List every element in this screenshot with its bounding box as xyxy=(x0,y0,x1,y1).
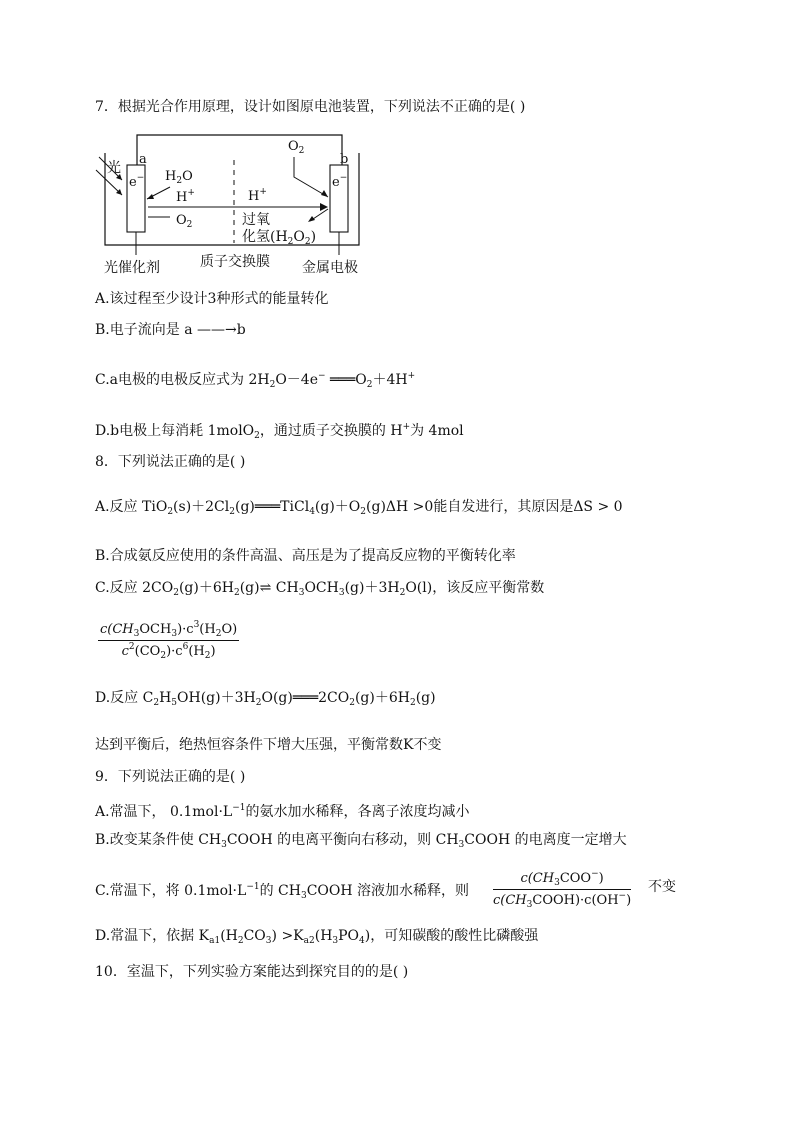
light-label: 光 xyxy=(107,160,121,176)
q7-option-a: A.该过程至少设计3种形式的能量转化 xyxy=(95,291,329,307)
peroxide-label-2: 化氢$(H_2O_2)$ xyxy=(242,229,317,247)
q10-stem: 10．室温下，下列实验方案能达到探究目的的是( ) xyxy=(95,964,409,980)
electrode-b-label: b xyxy=(340,152,349,167)
q9-option-b: B.改变某条件使 $CH_3COOH$ 的电离平衡向右移动，则 $CH_3COOH$ 的电离度一定增大 xyxy=(95,832,627,850)
h2o-label: $H_2O$ xyxy=(165,169,193,186)
q9-option-c-end: 不变 xyxy=(648,879,676,895)
q8-stem: 8．下列说法正确的是( ) xyxy=(95,454,246,470)
fraction-numerator: $c(CH_3OCH_3)\cdot c^3(H_2O)$ xyxy=(100,620,238,639)
q8-option-b: B.合成氨反应使用的条件高温、高压是为了提高反应物的平衡转化率 xyxy=(95,548,516,564)
membrane-label: 质子交换膜 xyxy=(200,254,270,270)
q9-stem: 9．下列说法正确的是( ) xyxy=(95,769,246,785)
q7-option-c: C.a电极的电极反应式为 $2H_2O-4e^-$ $═══O_2+4H^+$ xyxy=(95,371,416,390)
q8-option-c: C.反应 $2CO_2(g)+6H_2(g)\rightleftharpoons$ $CH_3OCH_3(g)+3H_2O(l)$，该反应平衡常数 xyxy=(95,580,545,598)
q7-option-d: D.b电极上每消耗 1molO$_2$，通过质子交换膜的 H+为 4mol xyxy=(95,422,464,441)
q7-option-b: B.电子流向是 a ——→b xyxy=(95,322,246,338)
q9-ratio-fraction xyxy=(493,869,631,910)
o2-in-line xyxy=(294,157,328,197)
q8-option-a: A.反应 $TiO_2(s)+2Cl_2(g)═══TiCl_4(g)+O_2(g)\Delta H >0$能自发进行，其原因是ΔS > 0 xyxy=(95,499,623,517)
electron-left: e− xyxy=(129,173,145,190)
q8-option-d-continued: 达到平衡后，绝热恒容条件下增大压强，平衡常数K不变 xyxy=(95,737,442,753)
peroxide-label-1: 过氧 xyxy=(242,212,270,228)
hplus-left-label: H+ xyxy=(176,188,195,205)
q7-diagram xyxy=(92,125,392,280)
ratio-denominator: $c(CH_3COOH)\cdot c(OH^-)$ xyxy=(493,891,632,910)
q8-equilibrium-fraction xyxy=(98,620,239,661)
q7-stem: 7．根据光合作用原理，设计如图原电池装置，下列说法不正确的是( ) xyxy=(95,99,526,115)
ratio-numerator: $c(CH_3COO^-)$ xyxy=(493,869,631,890)
o2-left-label: $O_2$ xyxy=(176,213,193,230)
fraction-denominator: $c^2(CO_2)\cdot c^6(H_2)$ xyxy=(121,642,216,661)
o2-top-label: $O_2$ xyxy=(288,139,305,156)
q9-option-d: D.常温下，依据 $K_{a1}(H_2CO_3) >K_{a2}(H_3PO_4)$，可知碳酸的酸性比磷酸强 xyxy=(95,928,539,946)
external-wire xyxy=(137,135,342,165)
q9-option-a: A.常温下， $0.1mol\cdot L^{-1}$的氨水加水稀释，各离子浓度均减小 xyxy=(95,803,470,820)
catalyst-label: 光催化剂 xyxy=(104,260,160,276)
hplus-mid-label: H+ xyxy=(248,187,267,204)
metal-label: 金属电极 xyxy=(302,260,358,276)
q8-option-d: D.反应 $C_2H_5OH(g)+3H_2O(g)═══2CO_2(g)+6H_2(g)$ xyxy=(95,690,436,708)
electrode-a-label: a xyxy=(139,152,147,167)
electron-right: e− xyxy=(332,173,348,190)
q9-option-c: C.常温下，将 $0.1mol\cdot L^{-1}$的 $CH_3COOH$ 溶液加水稀释，则 xyxy=(95,882,470,901)
